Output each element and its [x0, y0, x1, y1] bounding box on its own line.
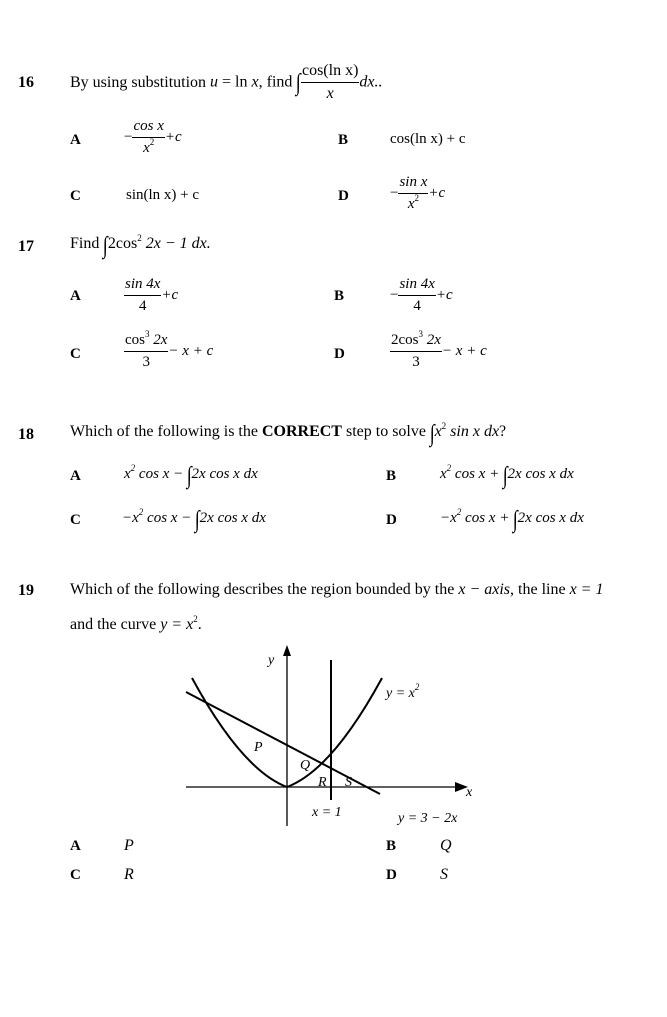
y-axis-arrow — [283, 645, 291, 656]
vline-label: x = 1 — [312, 805, 342, 820]
question-18-stem: Which of the following is the CORRECT step to solve $\int x^2$ sin x dx? — [70, 421, 507, 447]
question-19-stem-line1: Which of the following describes the region bounded by the x − axis, the line x = 1 — [70, 581, 604, 598]
option-19b[interactable]: Q — [440, 837, 452, 854]
option-label[interactable]: C — [70, 512, 81, 528]
question-number: 17 — [18, 238, 34, 255]
sub-x: x — [251, 73, 259, 91]
y-axis-label: y — [268, 653, 275, 668]
option-16a[interactable]: − $\frac{\text{cos x}}{x^2}$ +c — [124, 118, 182, 156]
region-label-q: Q — [300, 758, 311, 773]
option-16b[interactable]: cos(ln x) + c — [390, 131, 466, 147]
option-label[interactable]: C — [70, 346, 81, 362]
option-label[interactable]: A — [70, 468, 81, 484]
integral-sign: ∫ — [429, 421, 435, 447]
option-17c[interactable]: $\frac{\cos^3 2x}{3}$ − x + c — [125, 329, 214, 370]
integrand-numerator: cos(ln x) — [301, 62, 359, 83]
option-label[interactable]: B — [338, 132, 349, 148]
integral-sign: ∫ — [103, 233, 109, 259]
option-label[interactable]: D — [338, 188, 349, 204]
stem-text: Find — [70, 235, 100, 252]
option-18d[interactable]: $-x^2$ cos x + ∫2x cos x dx — [440, 507, 584, 533]
option-label[interactable]: C — [70, 867, 81, 883]
emphasis-word: CORRECT — [261, 423, 342, 440]
curve-label: $y = x^2$ — [386, 682, 420, 701]
option-label[interactable]: D — [386, 512, 397, 528]
integral-sign: ∫ — [296, 69, 302, 96]
x-axis-label: x — [466, 785, 473, 800]
region-label-r: R — [318, 775, 327, 790]
option-label[interactable]: C — [70, 188, 81, 204]
stem-text-after: , find — [258, 73, 293, 91]
question-number: 16 — [18, 74, 34, 91]
option-17d[interactable]: $\frac{2\cos^3 2x}{3}$ − x + c — [391, 329, 487, 370]
region-label-p: P — [254, 740, 263, 755]
option-label[interactable]: A — [70, 288, 81, 304]
option-17a[interactable]: $\frac{\sin 4x}{4}$ +c — [125, 276, 179, 314]
sub-variable: u — [210, 73, 219, 91]
option-19c[interactable]: R — [124, 866, 134, 883]
option-label[interactable]: D — [334, 346, 345, 362]
option-18c[interactable]: $-x^2$ cos x − ∫2x cos x dx — [122, 507, 266, 533]
option-label[interactable]: B — [334, 288, 345, 304]
option-label[interactable]: A — [70, 838, 81, 854]
option-label[interactable]: B — [386, 838, 397, 854]
option-18a[interactable]: $x^2$ cos x − ∫2x cos x dx — [124, 463, 258, 489]
question-number: 18 — [18, 426, 34, 443]
sub-equals: = ln — [218, 73, 252, 91]
differential: dx.. — [359, 73, 383, 91]
option-label[interactable]: D — [386, 867, 397, 883]
line-equation-label: y = 3 − 2x — [398, 811, 458, 826]
option-16d[interactable]: − $\frac{\text{sin x}}{x^2}$ +c — [390, 174, 446, 212]
option-18b[interactable]: $x^2$ cos x + ∫2x cos x dx — [440, 463, 574, 489]
option-label[interactable]: A — [70, 132, 81, 148]
question-19-stem-line2: and the curve $y = x^2$. — [70, 614, 202, 633]
option-19a[interactable]: P — [124, 837, 134, 854]
option-16c[interactable]: sin(ln x) + c — [126, 187, 200, 203]
option-label[interactable]: B — [386, 468, 397, 484]
option-17b[interactable]: − $\frac{\sin 4x}{4}$ +c — [390, 276, 453, 314]
stem-text: By using substitution — [70, 73, 207, 91]
question-17-stem: Find $\int 2\cos^2$ 2x − 1 dx. — [70, 233, 211, 259]
option-19d[interactable]: S — [440, 866, 448, 883]
question-number: 19 — [18, 582, 34, 599]
integrand-denominator: x — [326, 85, 334, 102]
region-label-s: S — [345, 775, 352, 790]
